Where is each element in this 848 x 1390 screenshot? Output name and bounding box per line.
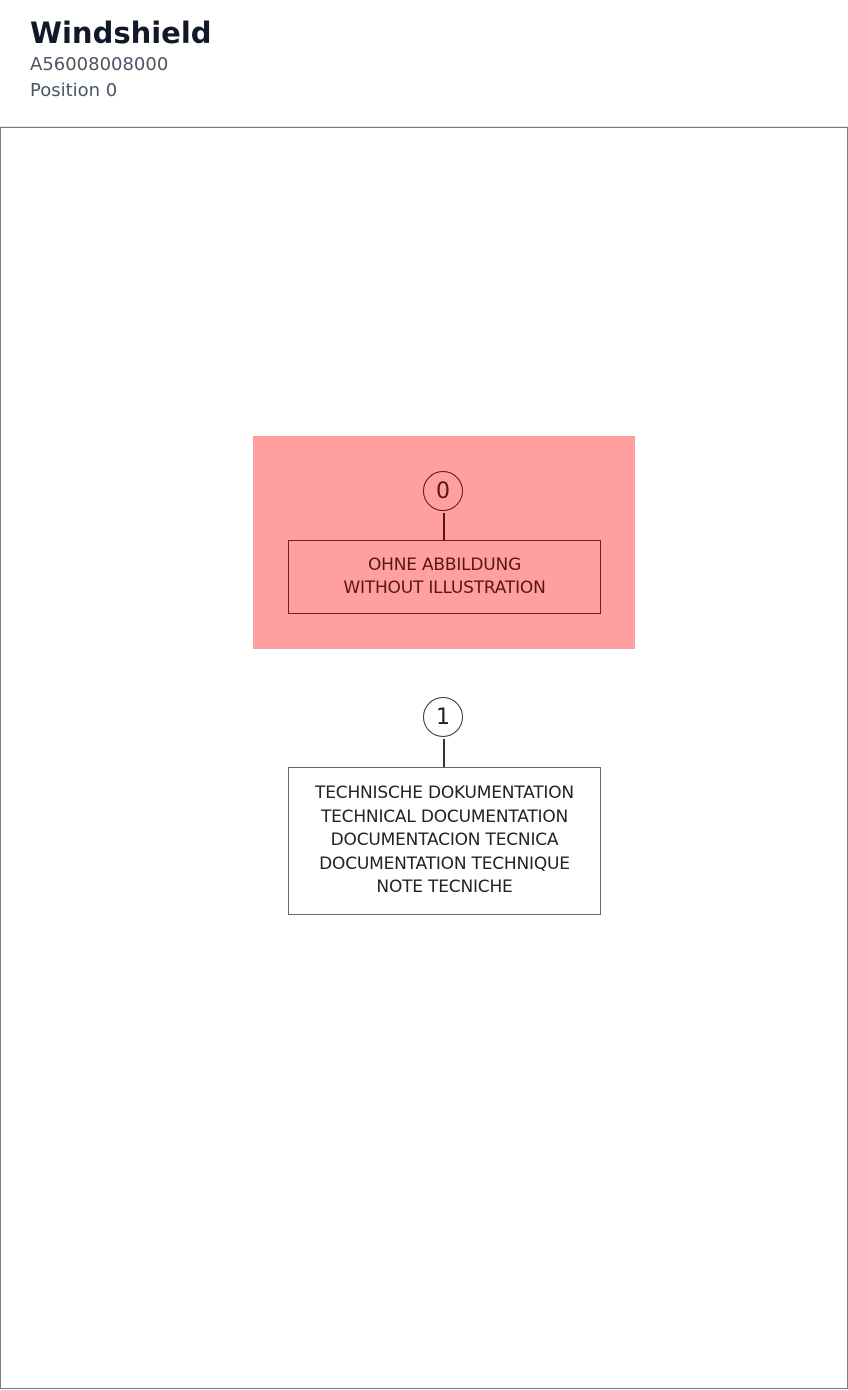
callout-label-1-line: DOCUMENTATION TECHNIQUE [319, 853, 570, 874]
page-title: Windshield [30, 16, 212, 50]
callout-label-1-line: TECHNICAL DOCUMENTATION [320, 806, 569, 827]
callout-label-1-line: TECHNISCHE DOKUMENTATION [315, 783, 574, 804]
part-number: A56008008000 [30, 54, 169, 75]
callout-leader-line-1 [443, 739, 445, 767]
parts-diagram [0, 127, 848, 1389]
callout-label-0[interactable] [288, 540, 601, 614]
callout-number-1[interactable]: 1 [423, 697, 463, 737]
callout-leader-line-0 [443, 513, 445, 540]
callout-label-1-line: DOCUMENTACION TECNICA [330, 830, 559, 851]
callout-label-0-line: WITHOUT ILLUSTRATION [343, 578, 546, 598]
callout-label-0-line: OHNE ABBILDUNG [367, 554, 522, 575]
callout-label-1-line: NOTE TECNICHE [376, 877, 513, 898]
position-label: Position 0 [30, 80, 118, 101]
part-header [0, 0, 848, 127]
callout-label-1[interactable] [288, 767, 601, 915]
callout-number-0[interactable]: 0 [423, 471, 463, 511]
